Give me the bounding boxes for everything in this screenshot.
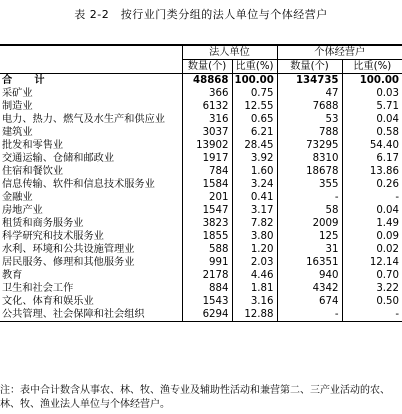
table-row: [0, 178, 402, 191]
legal-count: 48868: [182, 74, 232, 88]
individual-ratio: -: [342, 308, 402, 322]
table-row: [0, 126, 402, 139]
individual-count: 18678: [277, 165, 342, 178]
individual-count: 47: [277, 87, 342, 100]
header-count-2: 数量(个): [277, 60, 342, 74]
row-label: 卫生和社会工作: [2, 283, 74, 294]
legal-ratio: 6.21: [232, 126, 277, 139]
legal-ratio: 28.45: [232, 139, 277, 152]
individual-ratio: -: [342, 191, 402, 204]
table-row: [0, 152, 402, 165]
individual-count: 7688: [277, 100, 342, 113]
header-ratio-2: 比重(%): [342, 60, 402, 74]
individual-count: 674: [277, 295, 342, 308]
legal-ratio: 3.17: [232, 204, 277, 217]
legal-ratio: 0.65: [232, 113, 277, 126]
header-ratio-1: 比重(%): [232, 60, 277, 74]
legal-count: 201: [182, 191, 232, 204]
individual-ratio: 1.49: [342, 217, 402, 230]
individual-ratio: 3.22: [342, 282, 402, 295]
legal-ratio: 1.81: [232, 282, 277, 295]
legal-ratio: 3.80: [232, 230, 277, 243]
individual-ratio: 100.00: [342, 74, 402, 88]
individual-ratio: 6.17: [342, 152, 402, 165]
legal-ratio: 2.03: [232, 256, 277, 269]
header-blank-2: [0, 60, 182, 74]
row-label: 住宿和餐饮业: [2, 166, 64, 177]
individual-count: 8310: [277, 152, 342, 165]
legal-ratio: 100.00: [232, 74, 277, 88]
legal-count: 784: [182, 165, 232, 178]
individual-count: 2009: [277, 217, 342, 230]
individual-count: 125: [277, 230, 342, 243]
header-individual-businesses: 个体经营户: [277, 45, 402, 60]
legal-ratio: 3.24: [232, 178, 277, 191]
row-label: 水利、环境和公共设施管理业: [2, 244, 135, 255]
table-row: [0, 295, 402, 308]
table-row: [0, 204, 402, 217]
legal-count: 1543: [182, 295, 232, 308]
individual-ratio: 0.02: [342, 243, 402, 256]
legal-count: 991: [182, 256, 232, 269]
table-row: [0, 113, 402, 126]
table-row: [0, 87, 402, 100]
legal-ratio: 3.92: [232, 152, 277, 165]
legal-ratio: 7.82: [232, 217, 277, 230]
individual-ratio: 0.04: [342, 113, 402, 126]
table-row: [0, 308, 402, 322]
legal-ratio: 12.55: [232, 100, 277, 113]
row-label: 文化、体育和娱乐业: [2, 296, 94, 307]
legal-count: 316: [182, 113, 232, 126]
table-row: [0, 269, 402, 282]
row-label: 建筑业: [2, 127, 33, 138]
header-legal-entities: 法人单位: [182, 45, 277, 60]
header-blank: [0, 45, 182, 60]
legal-count: 884: [182, 282, 232, 295]
legal-count: 1547: [182, 204, 232, 217]
legal-count: 2178: [182, 269, 232, 282]
legal-ratio: 3.16: [232, 295, 277, 308]
legal-count: 6132: [182, 100, 232, 113]
row-label: 科学研究和技术服务业: [2, 231, 104, 242]
row-label: 批发和零售业: [2, 140, 64, 151]
legal-count: 13902: [182, 139, 232, 152]
row-label: 教育: [2, 270, 23, 281]
individual-ratio: 0.09: [342, 230, 402, 243]
statistics-table: [0, 44, 402, 322]
row-label: 合 计: [2, 75, 51, 86]
individual-count: 53: [277, 113, 342, 126]
table-row-total: [0, 74, 402, 88]
row-label: 信息传输、软件和信息技术服务业: [2, 179, 155, 190]
table-row: [0, 165, 402, 178]
header-count-1: 数量(个): [182, 60, 232, 74]
individual-count: 4342: [277, 282, 342, 295]
legal-ratio: 12.88: [232, 308, 277, 322]
individual-ratio: 5.71: [342, 100, 402, 113]
table-row: [0, 139, 402, 152]
row-label: 租赁和商务服务业: [2, 218, 84, 229]
table-row: [0, 256, 402, 269]
table-row: [0, 230, 402, 243]
legal-ratio: 0.75: [232, 87, 277, 100]
legal-count: 588: [182, 243, 232, 256]
individual-ratio: 54.40: [342, 139, 402, 152]
legal-count: 3037: [182, 126, 232, 139]
individual-ratio: 0.26: [342, 178, 402, 191]
individual-count: 134735: [277, 74, 342, 88]
row-label: 采矿业: [2, 88, 33, 99]
legal-ratio: 1.60: [232, 165, 277, 178]
legal-count: 1584: [182, 178, 232, 191]
legal-ratio: 4.46: [232, 269, 277, 282]
individual-count: 73295: [277, 139, 342, 152]
legal-ratio: 1.20: [232, 243, 277, 256]
legal-count: 1917: [182, 152, 232, 165]
table-row: [0, 100, 402, 113]
row-label: 公共管理、社会保障和社会组织: [0, 308, 182, 322]
individual-count: -: [277, 191, 342, 204]
individual-count: 31: [277, 243, 342, 256]
table-body: [0, 74, 402, 322]
legal-count: 6294: [182, 308, 232, 322]
legal-count: 1855: [182, 230, 232, 243]
table-title: 表 2-2 按行业门类分组的法人单位与个体经营户: [74, 8, 328, 21]
row-label: 居民服务、修理和其他服务业: [2, 257, 135, 268]
legal-count: 3823: [182, 217, 232, 230]
row-label: 交通运输、仓储和邮政业: [2, 153, 115, 164]
individual-count: -: [277, 308, 342, 322]
individual-ratio: 0.58: [342, 126, 402, 139]
individual-ratio: 12.14: [342, 256, 402, 269]
individual-count: 355: [277, 178, 342, 191]
individual-count: 788: [277, 126, 342, 139]
row-label: 房地产业: [2, 205, 43, 216]
table-row: [0, 243, 402, 256]
individual-ratio: 0.03: [342, 87, 402, 100]
individual-ratio: 13.86: [342, 165, 402, 178]
individual-count: 16351: [277, 256, 342, 269]
row-label: 制造业: [2, 101, 33, 112]
individual-ratio: 0.50: [342, 295, 402, 308]
individual-ratio: 0.04: [342, 204, 402, 217]
individual-count: 58: [277, 204, 342, 217]
individual-count: 940: [277, 269, 342, 282]
legal-ratio: 0.41: [232, 191, 277, 204]
individual-ratio: 0.70: [342, 269, 402, 282]
legal-count: 366: [182, 87, 232, 100]
row-label: 电力、热力、燃气及水生产和供应业: [2, 114, 165, 125]
row-label: 金融业: [2, 192, 33, 203]
table-row: [0, 282, 402, 295]
table-row: [0, 217, 402, 230]
footnote: 注：表中合计数含从事农、林、牧、渔专业及辅助性活动和兼营第二、三产业活动的农、林、牧、渔业法人单位与个体经营户。: [0, 385, 390, 410]
table-row: [0, 191, 402, 204]
